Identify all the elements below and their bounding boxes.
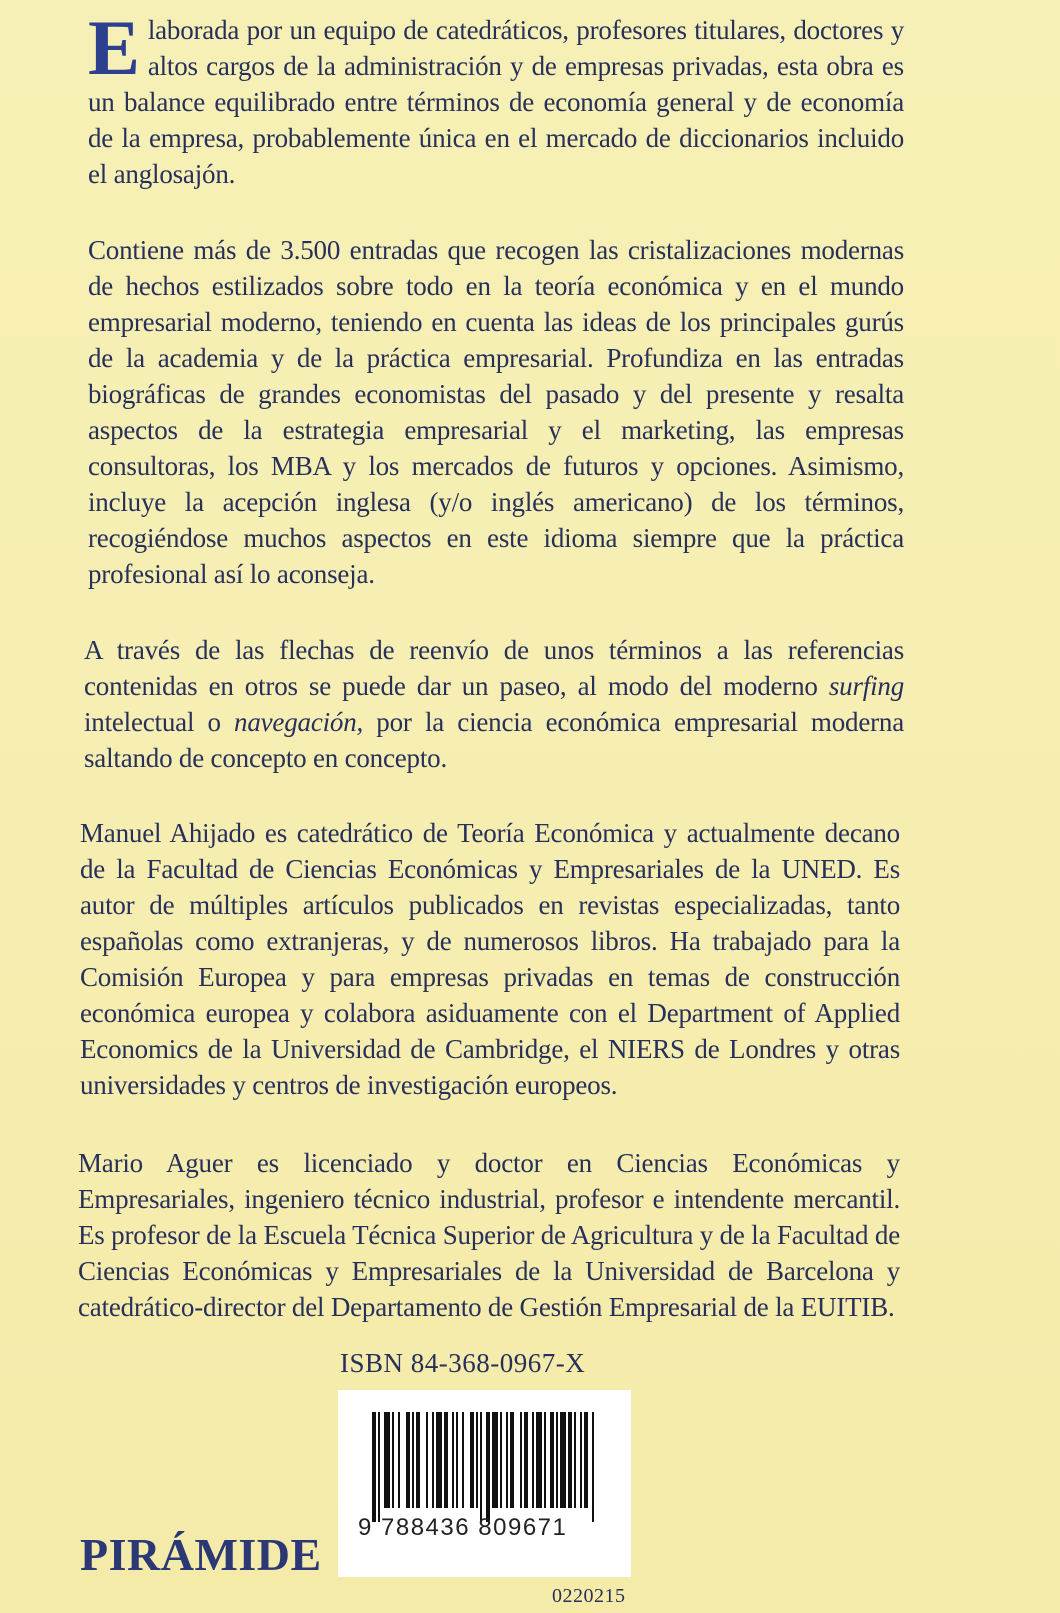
paragraph-contents [88,232,904,592]
barcode-bar [372,1412,376,1522]
surfing-term: surfing [828,671,904,701]
barcode-bar [470,1412,474,1508]
barcode-bar [506,1412,508,1508]
barcode-bar [384,1412,390,1508]
paragraph-navigation-part-a: A través de las flechas de reenvío de unos términos a las referencias contenidas en otros se puede dar un paseo, al modo del moderno [84,635,904,701]
barcode-bar [392,1412,394,1508]
barcode-bar [462,1412,464,1508]
barcode-bar [550,1412,554,1508]
barcode-bar [584,1412,588,1508]
barcode-bar [480,1412,482,1522]
barcode-bar [510,1412,514,1508]
barcode-bar [486,1412,490,1522]
paragraph-author-ahijado-text: Manuel Ahijado es catedrático de Teoría Económica y actualmente decano de la Facultad de Ciencias Económicas y Empresariales de la UNED. Es autor de múltiples artículos publicados en revistas especializadas, tanto españolas como extranjeras, y de numerosos libros. Ha trabajado para la Comisión Europea y para empresas privadas en temas de construcción económica europea y colabora asiduamente con el Department of Applied Economics de la Universidad de Cambridge, el NIERS de Londres y otras universidades y centros de investigación europeos. [80,818,900,1100]
product-code: 0220215 [552,1585,626,1607]
barcode-bar [520,1412,522,1508]
drop-cap-letter: E [88,4,140,91]
paragraph-navigation-part-b: intelectual o [84,707,235,737]
barcode-bars [338,1390,631,1577]
navegacion-term: navegación, [234,707,364,737]
paragraph-contents-text: Contiene más de 3.500 entradas que recogen las cristalizaciones modernas de hechos estilizados sobre todo en la teoría económica y en el mundo empresarial moderno, teniendo en cuenta las ideas de los principales gurús de la academia y de la práctica empresarial. Profundiza en las entradas biográficas de grandes economistas del pasado y del presente y resalta aspectos de la estrategia empresarial y el marketing, las empresas consultoras, los MBA y los mercados de futuros y opciones. Asimismo, incluye la acepción inglesa (y/o inglés americano) de los términos, recogiéndose muchos aspectos en este idioma siempre que la práctica profesional así lo aconseja. [88,235,904,589]
barcode-bar [532,1412,534,1508]
barcode-bar [580,1412,582,1508]
barcode-bar [476,1412,478,1508]
barcode-bar [492,1412,498,1508]
barcode-bar [560,1412,566,1508]
paragraph-navigation [84,632,904,776]
barcode-bar [592,1412,594,1522]
barcode-bar [544,1412,546,1508]
barcode-bar [398,1412,400,1508]
barcode-bar [500,1412,502,1508]
barcode [338,1390,631,1577]
barcode-bar [556,1412,558,1508]
barcode-bar [536,1412,542,1508]
paragraph-author-ahijado [80,815,900,1103]
paragraph-navigation-part-c: por la ciencia económica empresarial moderna saltando de concepto en concepto. [84,707,904,773]
barcode-bar [456,1412,458,1508]
barcode-bar [432,1412,434,1508]
barcode-bar [574,1412,576,1508]
barcode-bar [452,1412,454,1508]
paragraph-author-aguer-text: Mario Aguer es licenciado y doctor en Ciencias Económicas y Empresariales, ingeniero técnico industrial, profesor e intendente mercantil. Es profesor de la Escuela Técnica Superior de Agricultura y de la Facultad de Ciencias Económicas y Empresariales de la Universidad de Barcelona y catedrático-director del Departamento de Gestión Empresarial de la EUITIB. [78,1148,900,1322]
barcode-bar [412,1412,414,1508]
barcode-digits: 9 788436 809671 [358,1514,568,1541]
barcode-bar [568,1412,572,1508]
paragraph-author-aguer [78,1145,900,1325]
barcode-bar [524,1412,528,1508]
paragraph-intro [88,4,904,192]
barcode-bar [378,1412,380,1522]
publisher-logo: PIRÁMIDE [80,1529,322,1580]
barcode-bar [416,1412,420,1508]
barcode-bar [436,1412,442,1508]
paragraph-intro-text: laborada por un equipo de catedráticos, profesores titulares, doctores y altos cargos de la administración y de empresas privadas, esta obra es un balance equilibrado entre términos de economía general y de economía de la empresa, probablemente única en el mercado de diccionarios incluido el anglosajón. [88,15,904,189]
isbn-label: ISBN 84-368-0967-X [340,1348,586,1378]
barcode-bar [426,1412,428,1508]
barcode-bar [444,1412,448,1508]
barcode-bar [406,1412,410,1508]
